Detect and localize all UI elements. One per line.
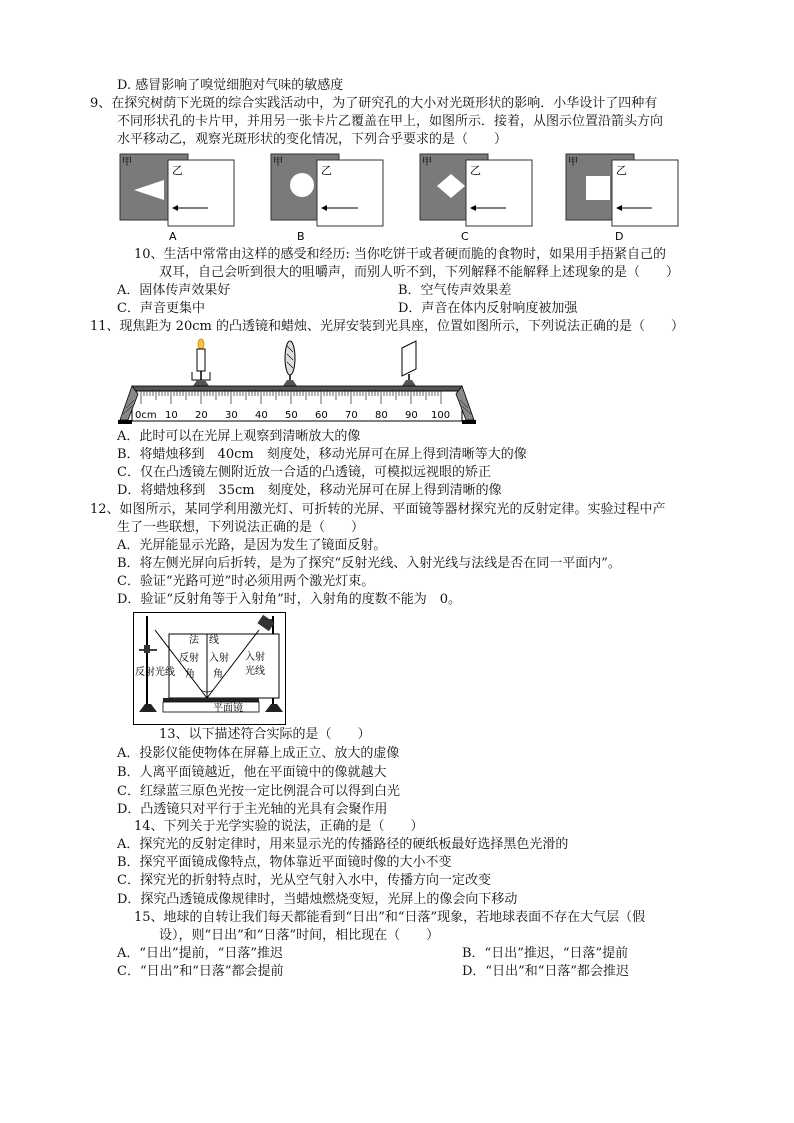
q9-label-b: B: [297, 230, 305, 242]
q9-label-c: C: [461, 230, 469, 242]
q9-card-a: [120, 154, 234, 242]
q14-option-a: A．探究光的反射定律时，用来显示光的传播路径的硬纸板最好选择黑色光滑的: [117, 837, 569, 852]
label-xian: 线: [209, 635, 219, 646]
card-yi-label: 乙: [616, 164, 627, 177]
label-fanshe: 反射: [179, 653, 199, 664]
candle: [192, 339, 210, 386]
q15-option-a: A．“日出”提前，“日落”推迟: [117, 946, 283, 961]
q11-option-a: A．此时可以在光屏上观察到清晰放大的像: [117, 429, 361, 444]
q13-option-c: C．红绿蓝三原色光按一定比例混合可以得到白光: [117, 784, 400, 799]
q8-option-d: D. 感冒影响了嗅觉细胞对气味的敏感度: [117, 78, 344, 93]
q9-figure: [118, 150, 718, 242]
square-hole: [586, 176, 610, 200]
q13-option-b: B．人离平面镜越近，他在平面镜中的像就越大: [117, 765, 387, 780]
label-jiao-reflect: 角: [185, 669, 195, 680]
q9-stem-line-2: 不同形状孔的卡片甲，并用另一张卡片乙覆盖在甲上，如图所示．接着，从图示位置沿箭头方向: [117, 114, 664, 129]
q9-card-c: [420, 154, 532, 242]
q15-stem-line-1: 15、地球的自转让我们每天都能看到“日出”和“日落”现象，若地球表面不存在大气层（假: [134, 910, 646, 925]
q12-option-a: A．光屏能显示光路，是因为发生了镜面反射。: [117, 538, 387, 553]
q13-option-d: D．凸透镜只对平行于主光轴的光具有会聚作用: [117, 802, 388, 817]
scale-label: 70: [345, 410, 358, 421]
card-jia-label: 甲: [568, 157, 578, 168]
card-yi-label: 乙: [470, 164, 481, 177]
scale-label: 40: [255, 410, 268, 421]
scale-label: 80: [375, 410, 388, 421]
label-reflected-ray: 反射光线: [135, 667, 175, 678]
scale-unit-label: 0cm: [135, 410, 157, 421]
label-mirror: 平面镜: [213, 703, 243, 714]
q13-option-a: A．投影仪能使物体在屏幕上成正立、放大的虚像: [117, 746, 400, 761]
q9-card-d: [566, 154, 678, 242]
q9-label-a: A: [169, 230, 177, 242]
q9-label-d: D: [615, 230, 624, 242]
scale-label: 20: [195, 410, 208, 421]
q14-option-d: D．探究凸透镜成像规律时，当蜡烛燃烧变短，光屏上的像会向下移动: [117, 892, 518, 907]
q11-option-d: D．将蜡烛移到 35cm 刻度处，移动光屏可在屏上得到清晰的像: [117, 483, 502, 498]
q10-stem-line-1: 10、生活中常常由这样的感受和经历: 当你吃饼干或者硬而脆的食物时，如果用手捂紧自己的: [134, 247, 667, 262]
q13-stem: 13、以下描述符合实际的是（ ）: [159, 727, 371, 742]
label-incident-2: 光线: [245, 666, 265, 677]
q12-option-c: C．验证“光路可逆”时必须用两个激光灯束。: [117, 574, 375, 589]
q10-stem-line-2: 双耳，自己会听到很大的咀嚼声，而别人听不到，下列解释不能解释上述现象的是（ ）: [159, 265, 680, 280]
convex-lens: [283, 341, 297, 386]
q9-stem-line-3: 水平移动乙，观察光斑形状的变化情况，下列合乎要求的是（ ）: [117, 132, 508, 147]
q15-stem-line-2: 设），则“日出”和“日落”时间，相比现在（ ）: [159, 928, 440, 943]
light-screen: [402, 341, 416, 386]
q10-option-c: C．声音更集中: [117, 301, 205, 316]
scale-label: 30: [225, 410, 238, 421]
q9-card-b: [271, 154, 383, 242]
label-jiao-incident: 角: [213, 669, 223, 680]
q12-option-b: B．将左侧光屏向后折转，是为了探究“反射光线、入射光线与法线是否在同一平面内”。: [117, 556, 621, 571]
label-fa: 法: [189, 635, 199, 646]
q15-option-d: D．“日出”和“日落”都会推迟: [462, 964, 630, 979]
card-yi-label: 乙: [172, 164, 183, 177]
q14-option-b: B．探究平面镜成像特点，物体靠近平面镜时像的大小不变: [117, 855, 452, 870]
q10-option-d: D．声音在体内反射响度被加强: [398, 301, 578, 316]
q10-option-b: B．空气传声效果差: [398, 283, 512, 298]
q14-option-c: C．探究光的折射特点时，光从空气射入水中，传播方向一定改变: [117, 873, 491, 888]
scale-label: 90: [405, 410, 418, 421]
card-jia-label: 甲: [273, 157, 283, 168]
card-yi-label: 乙: [321, 164, 332, 177]
scale-label: 50: [285, 410, 298, 421]
q11-optical-bench-figure: [118, 338, 478, 428]
q10-option-a: A．固体传声效果好: [117, 283, 231, 298]
q11-option-c: C．仅在凸透镜左侧附近放一合适的凸透镜，可模拟远视眼的矫正: [117, 465, 491, 480]
q14-stem: 14、下列关于光学实验的说法，正确的是（ ）: [134, 819, 424, 834]
circle-hole: [290, 173, 314, 197]
card-jia-label: 甲: [422, 157, 432, 168]
q15-option-c: C．“日出”和“日落”都会提前: [117, 964, 284, 979]
q12-reflection-figure: [133, 612, 288, 726]
scale-label: 60: [315, 410, 328, 421]
scale-label: 100: [431, 410, 451, 421]
q9-stem-line-1: 9、在探究树荫下光斑的综合实践活动中，为了研究孔的大小对光斑形状的影响．小华设计了四种有: [90, 96, 658, 111]
card-jia-label: 甲: [122, 157, 132, 168]
q12-stem-line-1: 12、如图所示，某同学利用激光灯、可折转的光屏、平面镜等器材探究光的反射定律。实验过程中产: [90, 502, 666, 517]
label-rushe: 入射: [209, 653, 229, 664]
q12-stem-line-2: 生了一些联想，下列说法正确的是（ ）: [117, 520, 365, 535]
q11-stem: 11、现焦距为 20cm 的凸透镜和蜡烛、光屏安装到光具座，位置如图所示，下列说法正确的是（ ）: [90, 319, 684, 334]
q12-option-d: D．验证“反射角等于入射角”时，入射角的度数不能为 0。: [117, 592, 461, 607]
scale-label: 10: [165, 410, 178, 421]
label-incident-1: 入射: [245, 652, 265, 663]
q11-option-b: B．将蜡烛移到 40cm 刻度处，移动光屏可在屏上得到清晰等大的像: [117, 447, 527, 462]
q15-option-b: B．“日出”推迟，“日落”提前: [462, 946, 629, 961]
